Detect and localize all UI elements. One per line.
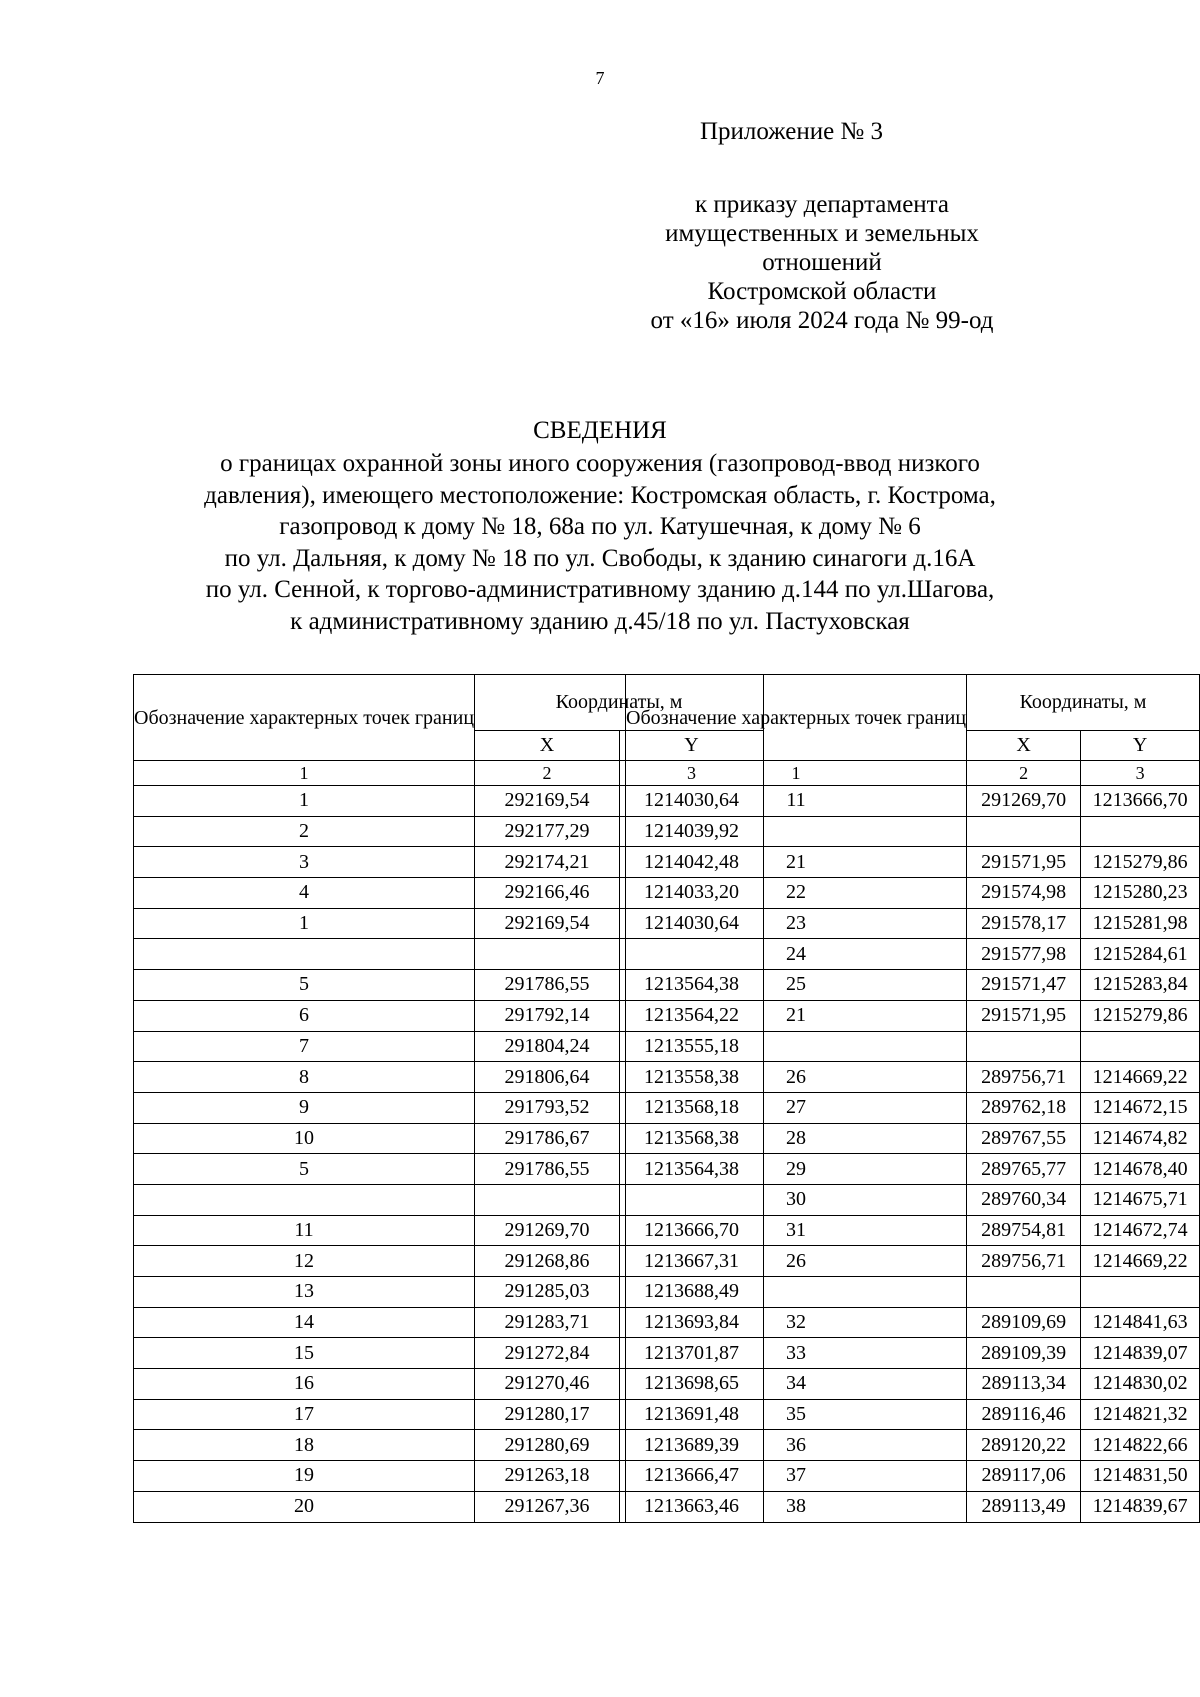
x-coordinate-cell: 291269,70 xyxy=(475,1215,620,1246)
y-coordinate-cell: 1213564,38 xyxy=(620,1154,764,1185)
x-coordinate-cell: 292166,46 xyxy=(475,878,620,909)
point-cell: 5 xyxy=(134,1154,475,1185)
x-header: X xyxy=(967,731,1081,761)
point-cell: 22 xyxy=(626,878,967,909)
x-coordinate-cell: 292169,54 xyxy=(475,786,620,817)
subtitle-line: по ул. Сенной, к торгово-административному зданию д.144 по ул.Шагова, xyxy=(205,576,995,603)
x-coordinate-cell: 289762,18 xyxy=(967,1092,1081,1123)
x-coordinate-cell xyxy=(967,1031,1081,1062)
x-coordinate-cell: 291806,64 xyxy=(475,1062,620,1093)
point-cell: 3 xyxy=(134,847,475,878)
x-coordinate-cell: 291571,47 xyxy=(967,970,1081,1001)
point-cell: 9 xyxy=(134,1092,475,1123)
x-coordinate-cell: 291263,18 xyxy=(475,1461,620,1492)
x-coordinate-cell: 289109,39 xyxy=(967,1338,1081,1369)
y-coordinate-cell: 1214033,20 xyxy=(620,878,764,909)
point-cell xyxy=(626,816,967,847)
x-coordinate-cell: 289760,34 xyxy=(967,1184,1081,1215)
y-coordinate-cell: 1213701,87 xyxy=(620,1338,764,1369)
point-cell xyxy=(626,1277,967,1308)
coordinates-table-right xyxy=(625,674,1200,1523)
subtitle-line: о границах охранной зоны иного сооружения (газопровод-ввод низкого xyxy=(220,450,980,477)
table-row xyxy=(626,1338,1200,1369)
point-cell: 34 xyxy=(626,1369,967,1400)
y-coordinate-cell: 1213564,22 xyxy=(620,1000,764,1031)
x-coordinate-cell: 291571,95 xyxy=(967,847,1081,878)
point-cell: 2 xyxy=(134,816,475,847)
y-coordinate-cell: 1213666,47 xyxy=(620,1461,764,1492)
y-coordinate-cell: 1214669,22 xyxy=(1081,1062,1200,1093)
x-coordinate-cell: 289756,71 xyxy=(967,1246,1081,1277)
y-coordinate-cell: 1215280,23 xyxy=(1081,878,1200,909)
subtitle-line: давления), имеющего местоположение: Костромская область, г. Кострома, xyxy=(204,481,996,509)
x-coordinate-cell: 289754,81 xyxy=(967,1215,1081,1246)
table-row xyxy=(626,1491,1200,1522)
table-row xyxy=(626,1154,1200,1185)
table-row xyxy=(626,1307,1200,1338)
x-coordinate-cell: 291268,86 xyxy=(475,1246,620,1277)
point-cell: 8 xyxy=(134,1062,475,1093)
y-coordinate-cell: 1214822,66 xyxy=(1081,1430,1200,1461)
table-row xyxy=(626,847,1200,878)
table-row xyxy=(626,1000,1200,1031)
point-cell: 37 xyxy=(626,1461,967,1492)
table-row xyxy=(626,1246,1200,1277)
order-ref-line: Костромской области xyxy=(707,278,937,305)
column-number: 3 xyxy=(1081,761,1200,786)
y-coordinate-cell: 1213689,39 xyxy=(620,1430,764,1461)
table-row xyxy=(626,1277,1200,1308)
x-coordinate-cell: 289116,46 xyxy=(967,1399,1081,1430)
subtitle-line: газопровод к дому № 18, 68а по ул. Катушечная, к дому № 6 xyxy=(279,513,921,540)
y-coordinate-cell: 1215279,86 xyxy=(1081,847,1200,878)
column-number: 2 xyxy=(967,761,1081,786)
point-cell: 23 xyxy=(626,908,967,939)
point-cell: 32 xyxy=(626,1307,967,1338)
point-cell: 1 xyxy=(134,908,475,939)
point-cell xyxy=(134,1184,475,1215)
order-ref-line: от «16» июля 2024 года № 99-од xyxy=(650,307,994,334)
point-cell: 26 xyxy=(626,1246,967,1277)
y-coordinate-cell: 1213688,49 xyxy=(620,1277,764,1308)
y-coordinate-cell: 1213666,70 xyxy=(1081,786,1200,817)
x-coordinate-cell: 291270,46 xyxy=(475,1369,620,1400)
point-cell: 4 xyxy=(134,878,475,909)
point-cell: 19 xyxy=(134,1461,475,1492)
column-number-row xyxy=(626,761,1200,786)
x-coordinate-cell xyxy=(475,939,620,970)
point-cell: 31 xyxy=(626,1215,967,1246)
x-coordinate-cell: 291786,55 xyxy=(475,970,620,1001)
table-row xyxy=(626,908,1200,939)
x-header: X xyxy=(475,731,620,761)
point-cell: 6 xyxy=(134,1000,475,1031)
table-row xyxy=(626,1399,1200,1430)
y-coordinate-cell: 1214675,71 xyxy=(1081,1184,1200,1215)
table-row xyxy=(626,1123,1200,1154)
x-coordinate-cell: 291793,52 xyxy=(475,1092,620,1123)
x-coordinate-cell xyxy=(475,1184,620,1215)
y-header: Y xyxy=(1081,731,1200,761)
point-cell: 12 xyxy=(134,1246,475,1277)
y-coordinate-cell: 1214841,63 xyxy=(1081,1307,1200,1338)
x-coordinate-cell: 291280,17 xyxy=(475,1399,620,1430)
x-coordinate-cell: 291285,03 xyxy=(475,1277,620,1308)
document-title: СВЕДЕНИЯ xyxy=(533,417,667,444)
order-reference xyxy=(612,190,1032,335)
x-coordinate-cell: 291267,36 xyxy=(475,1491,620,1522)
x-coordinate-cell: 289120,22 xyxy=(967,1430,1081,1461)
y-coordinate-cell: 1214042,48 xyxy=(620,847,764,878)
y-coordinate-cell: 1215283,84 xyxy=(1081,970,1200,1001)
y-coordinate-cell: 1214030,64 xyxy=(620,786,764,817)
x-coordinate-cell: 289767,55 xyxy=(967,1123,1081,1154)
y-coordinate-cell xyxy=(1081,816,1200,847)
y-coordinate-cell: 1213558,38 xyxy=(620,1062,764,1093)
point-cell xyxy=(134,939,475,970)
y-coordinate-cell: 1215284,61 xyxy=(1081,939,1200,970)
x-coordinate-cell: 291280,69 xyxy=(475,1430,620,1461)
page-number: 7 xyxy=(595,68,605,88)
point-cell: 7 xyxy=(134,1031,475,1062)
table-row xyxy=(626,970,1200,1001)
y-coordinate-cell: 1215281,98 xyxy=(1081,908,1200,939)
appendix-label: Приложение № 3 xyxy=(700,118,884,145)
x-coordinate-cell: 291792,14 xyxy=(475,1000,620,1031)
y-coordinate-cell: 1214831,50 xyxy=(1081,1461,1200,1492)
table-row xyxy=(626,1430,1200,1461)
y-coordinate-cell xyxy=(1081,1277,1200,1308)
point-cell: 28 xyxy=(626,1123,967,1154)
x-coordinate-cell: 291804,24 xyxy=(475,1031,620,1062)
designation-header: Обозначение характерных точек границ xyxy=(134,675,475,761)
point-cell xyxy=(626,1031,967,1062)
point-cell: 16 xyxy=(134,1369,475,1400)
x-coordinate-cell: 289756,71 xyxy=(967,1062,1081,1093)
subtitle-line: к административному зданию д.45/18 по ул. Пастуховская xyxy=(290,607,910,635)
point-cell: 1 xyxy=(134,786,475,817)
x-coordinate-cell: 289765,77 xyxy=(967,1154,1081,1185)
y-coordinate-cell: 1214030,64 xyxy=(620,908,764,939)
y-coordinate-cell: 1213568,18 xyxy=(620,1092,764,1123)
y-coordinate-cell: 1215279,86 xyxy=(1081,1000,1200,1031)
column-number: 2 xyxy=(475,761,620,786)
table-row xyxy=(626,786,1200,817)
x-coordinate-cell: 289109,69 xyxy=(967,1307,1081,1338)
y-coordinate-cell: 1213555,18 xyxy=(620,1031,764,1062)
table-row xyxy=(626,1092,1200,1123)
x-coordinate-cell: 289113,49 xyxy=(967,1491,1081,1522)
y-coordinate-cell: 1213667,31 xyxy=(620,1246,764,1277)
x-coordinate-cell: 292177,29 xyxy=(475,816,620,847)
point-cell: 15 xyxy=(134,1338,475,1369)
table-row xyxy=(626,939,1200,970)
point-cell: 21 xyxy=(626,1000,967,1031)
y-coordinate-cell: 1213698,65 xyxy=(620,1369,764,1400)
point-cell: 18 xyxy=(134,1430,475,1461)
point-cell: 21 xyxy=(626,847,967,878)
point-cell: 38 xyxy=(626,1491,967,1522)
table-row xyxy=(626,1031,1200,1062)
y-coordinate-cell: 1214039,92 xyxy=(620,816,764,847)
x-coordinate-cell: 291571,95 xyxy=(967,1000,1081,1031)
point-cell: 24 xyxy=(626,939,967,970)
y-coordinate-cell: 1213691,48 xyxy=(620,1399,764,1430)
table-header-row xyxy=(626,675,1200,731)
y-coordinate-cell: 1213693,84 xyxy=(620,1307,764,1338)
x-coordinate-cell: 291578,17 xyxy=(967,908,1081,939)
coordinates-header: Координаты, м xyxy=(475,675,764,731)
column-number: 1 xyxy=(134,761,475,786)
y-coordinate-cell: 1213564,38 xyxy=(620,970,764,1001)
y-coordinate-cell: 1214674,82 xyxy=(1081,1123,1200,1154)
point-cell: 11 xyxy=(626,786,967,817)
subtitle-line: по ул. Дальняя, к дому № 18 по ул. Свободы, к зданию синагоги д.16А xyxy=(224,544,976,572)
point-cell: 36 xyxy=(626,1430,967,1461)
document-subtitle xyxy=(100,448,1100,637)
order-ref-line: к приказу департамента xyxy=(694,191,950,218)
point-cell: 25 xyxy=(626,970,967,1001)
y-coordinate-cell: 1213568,38 xyxy=(620,1123,764,1154)
point-cell: 33 xyxy=(626,1338,967,1369)
point-cell: 17 xyxy=(134,1399,475,1430)
y-header: Y xyxy=(620,731,764,761)
x-coordinate-cell: 291272,84 xyxy=(475,1338,620,1369)
point-cell: 5 xyxy=(134,970,475,1001)
point-cell: 10 xyxy=(134,1123,475,1154)
y-coordinate-cell: 1214672,74 xyxy=(1081,1215,1200,1246)
x-coordinate-cell: 292169,54 xyxy=(475,908,620,939)
x-coordinate-cell xyxy=(967,1277,1081,1308)
point-cell: 14 xyxy=(134,1307,475,1338)
y-coordinate-cell: 1213663,46 xyxy=(620,1491,764,1522)
x-coordinate-cell: 291786,55 xyxy=(475,1154,620,1185)
y-coordinate-cell: 1214821,32 xyxy=(1081,1399,1200,1430)
x-coordinate-cell: 291574,98 xyxy=(967,878,1081,909)
table-row xyxy=(626,1369,1200,1400)
y-coordinate-cell: 1213666,70 xyxy=(620,1215,764,1246)
point-cell: 29 xyxy=(626,1154,967,1185)
x-coordinate-cell: 289113,34 xyxy=(967,1369,1081,1400)
table-row xyxy=(626,1062,1200,1093)
table-row xyxy=(626,816,1200,847)
x-coordinate-cell: 291577,98 xyxy=(967,939,1081,970)
point-cell: 13 xyxy=(134,1277,475,1308)
x-coordinate-cell: 291283,71 xyxy=(475,1307,620,1338)
coordinates-table-body xyxy=(626,675,1200,1523)
y-coordinate-cell: 1214830,02 xyxy=(1081,1369,1200,1400)
x-coordinate-cell: 292174,21 xyxy=(475,847,620,878)
y-coordinate-cell: 1214672,15 xyxy=(1081,1092,1200,1123)
x-coordinate-cell: 289117,06 xyxy=(967,1461,1081,1492)
order-ref-line: отношений xyxy=(762,249,882,276)
point-cell: 30 xyxy=(626,1184,967,1215)
point-cell: 26 xyxy=(626,1062,967,1093)
x-coordinate-cell xyxy=(967,816,1081,847)
point-cell: 11 xyxy=(134,1215,475,1246)
coordinates-header: Координаты, м xyxy=(967,675,1200,731)
y-coordinate-cell: 1214678,40 xyxy=(1081,1154,1200,1185)
designation-header: Обозначение характерных точек границ xyxy=(626,675,967,761)
x-coordinate-cell: 291269,70 xyxy=(967,786,1081,817)
table-row xyxy=(626,1184,1200,1215)
table-row xyxy=(626,1461,1200,1492)
point-cell: 27 xyxy=(626,1092,967,1123)
y-coordinate-cell: 1214669,22 xyxy=(1081,1246,1200,1277)
column-number: 3 xyxy=(620,761,764,786)
order-ref-line: имущественных и земельных xyxy=(665,220,979,247)
table-row xyxy=(626,878,1200,909)
point-cell: 35 xyxy=(626,1399,967,1430)
y-coordinate-cell xyxy=(1081,1031,1200,1062)
y-coordinate-cell: 1214839,07 xyxy=(1081,1338,1200,1369)
table-row xyxy=(626,1215,1200,1246)
point-cell: 20 xyxy=(134,1491,475,1522)
x-coordinate-cell: 291786,67 xyxy=(475,1123,620,1154)
column-number: 1 xyxy=(626,761,967,786)
y-coordinate-cell: 1214839,67 xyxy=(1081,1491,1200,1522)
